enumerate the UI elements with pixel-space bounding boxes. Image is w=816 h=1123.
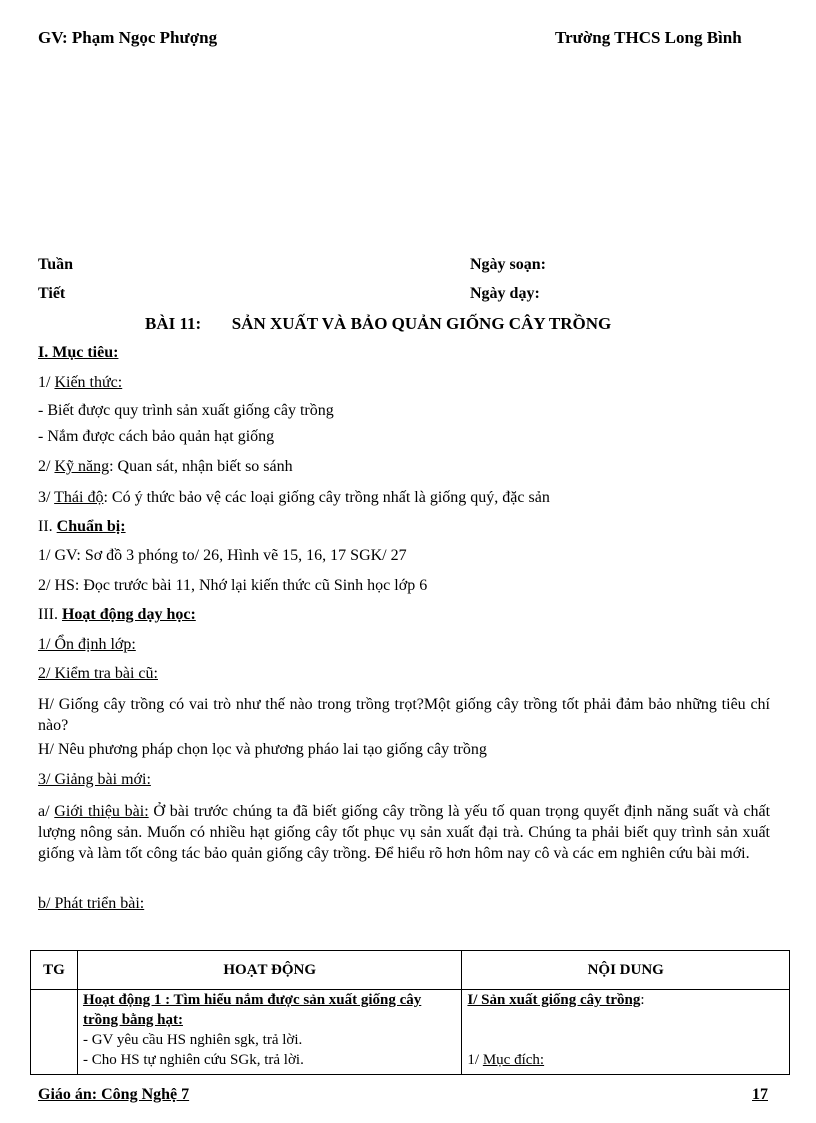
period-label: Tiết — [38, 285, 66, 302]
activity-line: - Cho HS tự nghiên cứu SGk, trả lời. — [82, 1052, 304, 1068]
section2-prefix: II. — [38, 518, 57, 535]
lesson-title — [145, 314, 611, 334]
knowledge-prefix: 1/ — [38, 374, 55, 391]
review-old-lesson: 2/ Kiểm tra bài cũ: — [38, 665, 158, 682]
content-heading-line — [467, 990, 784, 1010]
header-teacher: GV: Phạm Ngọc Phượng — [38, 28, 218, 47]
header-school: Trường THCS Long Bình — [555, 28, 742, 47]
week-label: Tuần — [38, 256, 73, 273]
header-content: NỘI DUNG — [462, 951, 790, 990]
section3-heading: Hoạt động dạy học: — [61, 606, 196, 623]
section2-heading-line — [38, 518, 126, 536]
lesson-intro — [38, 801, 770, 864]
content-colon: : — [640, 992, 645, 1008]
teach-date-label: Ngày dạy: — [470, 285, 540, 302]
intro-text: Ở bài trước chúng ta đã biết giống cây trồng là yếu tố quan trọng quyết định năng suất và chất lượng nông sản. Muốn có nhiều hạt giống cây tốt phục vụ sản xuất đại trà. Chúng ta phải biết quy trình sản xuất giống và làm tốt công tác bảo quản giống cây trồng. Để hiểu rõ hơn hôm nay cô và các em nghiên cứu bài mới. — [38, 803, 771, 862]
new-lesson: 3/ Giảng bài mới: — [38, 771, 151, 788]
header-activity: HOẠT ĐỘNG — [77, 951, 461, 990]
prep-teacher: 1/ GV: Sơ đồ 3 phóng to/ 26, Hình vẽ 15, 16, 17 SGK/ 27 — [38, 547, 407, 564]
header-time: TG — [31, 951, 78, 990]
activity-line: - GV yêu cầu HS nghiên sgk, trả lời. — [82, 1032, 303, 1048]
knowledge-item: - Biết được quy trình sản xuất giống cây trồng — [38, 402, 334, 419]
time-cell — [31, 990, 78, 1075]
lesson-name: SẢN XUẤT VÀ BẢO QUẢN GIỐNG CÂY TRỒNG — [231, 314, 612, 333]
skill-text: : Quan sát, nhận biết so sánh — [109, 458, 293, 475]
content-sub: Mục đích: — [482, 1052, 545, 1068]
content-heading: I/ Sản xuất giống cây trồng — [467, 992, 641, 1008]
knowledge-item: - Nắm được cách bảo quản hạt giống — [38, 428, 275, 445]
content-sub-prefix: 1/ — [467, 1052, 483, 1068]
prep-date-label: Ngày soạn: — [470, 256, 547, 273]
knowledge-label: Kiến thức: — [54, 374, 123, 391]
attitude-prefix: 3/ — [38, 489, 55, 506]
lesson-number: BÀI 11: — [145, 314, 202, 333]
prep-student: 2/ HS: Đọc trước bài 11, Nhớ lại kiến thức cũ Sinh học lớp 6 — [38, 577, 428, 594]
stabilize-class: 1/ Ổn định lớp: — [38, 636, 136, 653]
section3-heading-line — [38, 606, 196, 624]
table-row — [31, 990, 790, 1075]
skill-line — [38, 458, 293, 476]
content-sub-line — [467, 1050, 784, 1070]
skill-label: Kỹ năng — [54, 458, 110, 475]
footer-page-number: 17 — [752, 1086, 768, 1103]
section3-prefix: III. — [38, 606, 62, 623]
table-header-row — [31, 951, 790, 990]
content-cell — [462, 990, 790, 1075]
intro-label: Giới thiệu bài: — [54, 803, 149, 820]
attitude-line — [38, 489, 550, 507]
review-question-1: H/ Giống cây trồng có vai trò như thế nào trong trồng trọt?Một giống cây trồng tốt phải đảm bảo những tiêu chí nào? — [38, 696, 770, 734]
activity-cell — [77, 990, 461, 1075]
skill-prefix: 2/ — [38, 458, 55, 475]
lesson-table — [30, 950, 790, 1075]
activity-title: Hoạt động 1 : Tìm hiểu nắm được sản xuất giống cây trồng bằng hạt: — [82, 992, 422, 1028]
intro-prefix: a/ — [38, 803, 55, 820]
attitude-text: : Có ý thức bảo vệ các loại giống cây trồng nhất là giống quý, đặc sản — [103, 489, 550, 506]
attitude-label: Thái độ — [54, 489, 104, 506]
section1-heading: I. Mục tiêu: — [38, 344, 119, 361]
develop-lesson: b/ Phát triển bài: — [38, 895, 145, 912]
footer-subject: Giáo án: Công Nghệ 7 — [38, 1086, 190, 1103]
section2-heading: Chuẩn bị: — [56, 518, 126, 535]
knowledge-line — [38, 374, 122, 392]
review-question-2: H/ Nêu phương pháp chọn lọc và phương pháo lai tạo giống cây trồng — [38, 741, 487, 758]
